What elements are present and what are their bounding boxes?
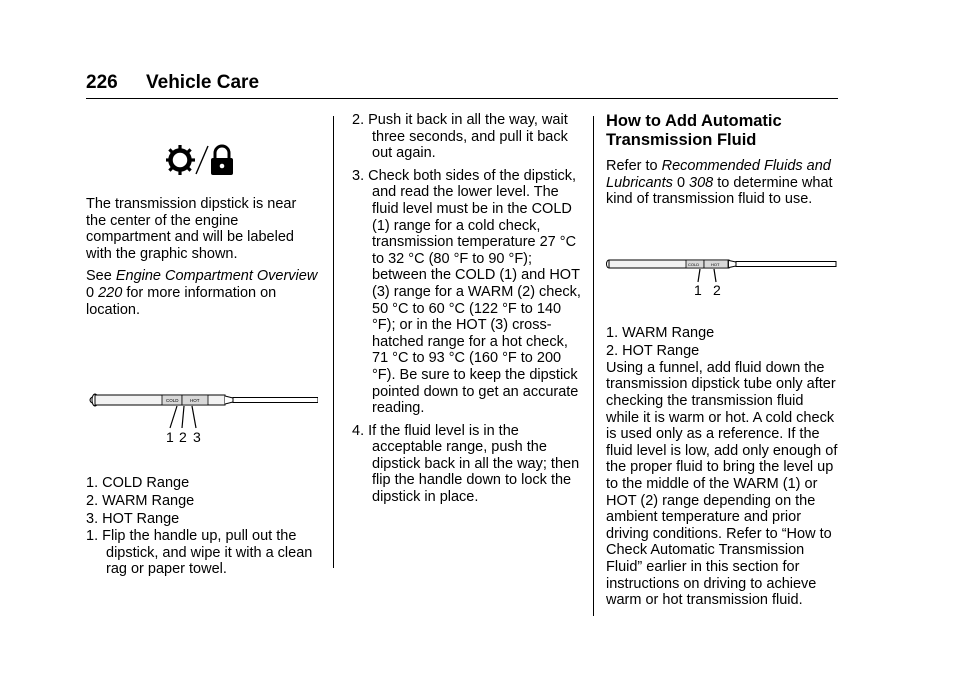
see-also-paragraph: See Engine Compartment Overview 0 220 for more information on location. [86,268,318,318]
figure-legend [86,474,318,528]
step-item: 2. Push it back in all the way, wait three seconds, and pull it back out again. [352,112,568,162]
dipstick-illustration [606,250,838,296]
header-rule [86,98,838,99]
band-label-cold: COLD [166,398,179,404]
legend-item: 2. HOT Range [606,342,700,359]
callout-1: 1 [166,429,174,446]
page-reference-glyph: 0 [86,284,95,301]
section-heading: How to Add Automatic Transmission Fluid [606,112,782,149]
column-divider [593,116,594,616]
band-label-cold: COLD [688,261,700,267]
refer-to-paragraph: Refer to Recommended Fluids and Lubricants 0 308 to determine what kind of transmission fluid to use. [606,158,833,208]
section-title: Vehicle Care [146,72,260,93]
dipstick-figure [86,324,318,474]
cross-reference-link[interactable]: Recommended Fluids and Lubricants [606,158,831,191]
column-divider [333,116,334,568]
legend-item: 2. WARM Range [86,493,195,510]
band-label-hot: HOT [190,398,200,404]
page-reference[interactable]: 220 [98,284,123,301]
transmission-symbol-figure [86,112,318,196]
band-label-hot: HOT [711,261,720,267]
figure-legend [606,324,838,360]
legend-item: 3. HOT Range [86,511,180,528]
dipstick-figure [606,214,838,324]
legend-item: 1. WARM Range [606,324,715,341]
transmission-lock-icon [166,140,236,178]
page-number: 226 [86,72,118,93]
column-1 [86,112,318,584]
callout-2: 2 [179,429,187,446]
column-2 [352,112,582,512]
step-item: 4. If the fluid level is in the acceptable range, push the dipstick back in all the way; then flip the handle down to lock the dipstick in place. [352,422,580,506]
add-fluid-paragraph: Using a funnel, add fluid down the transmission dipstick tube only after checking the transmission fluid while it is warm or hot. A cold check is used only as a reference. If the fluid level is low, add only enough of the proper fluid to bring the level up to the middle of the WARM (1) or HOT (2) range depending on the ambient temperature and prior driving conditions. Refer to “How to Check Automatic Transmission Fluid” earlier in this section for instructions on driving to achieve warm or hot transmission fluid. [606,359,838,609]
steps-list [352,112,582,506]
callout-2: 2 [713,281,721,296]
page-reference[interactable]: 308 [689,174,714,191]
legend-item: 1. COLD Range [86,475,190,492]
dipstick-illustration [86,386,318,446]
page-header [86,72,838,94]
page-reference-glyph: 0 [676,174,686,191]
cross-reference-link[interactable]: Engine Compartment Overview [115,268,318,285]
column-3 [606,112,838,615]
step-item: 3. Check both sides of the dipstick, and read the lower level. The fluid level must be in the COLD (1) range for a cold check, transmission temperature 27 °C to 32 °C (80 °F to 90 °F); between the COLD (1) and HOT (3) range for a WARM (2) check, 50 °C to 60 °C (122 °F to 140 °F); or in the HOT (3) cross-hatched range for a hot check, 71 °C to 93 °C (160 °F to 200 °F). Be sure to keep the dipstick pointed down to get an accurate reading. [352,167,581,417]
step-item: 1. Flip the handle up, pull out the dipstick, and wipe it with a clean rag or paper towel. [86,528,313,578]
dipstick-location-paragraph: The transmission dipstick is near the center of the engine compartment and will be labeled with the graphic shown. [86,196,297,262]
steps-list [86,528,318,578]
callout-1: 1 [694,281,702,296]
callout-3: 3 [193,429,201,446]
